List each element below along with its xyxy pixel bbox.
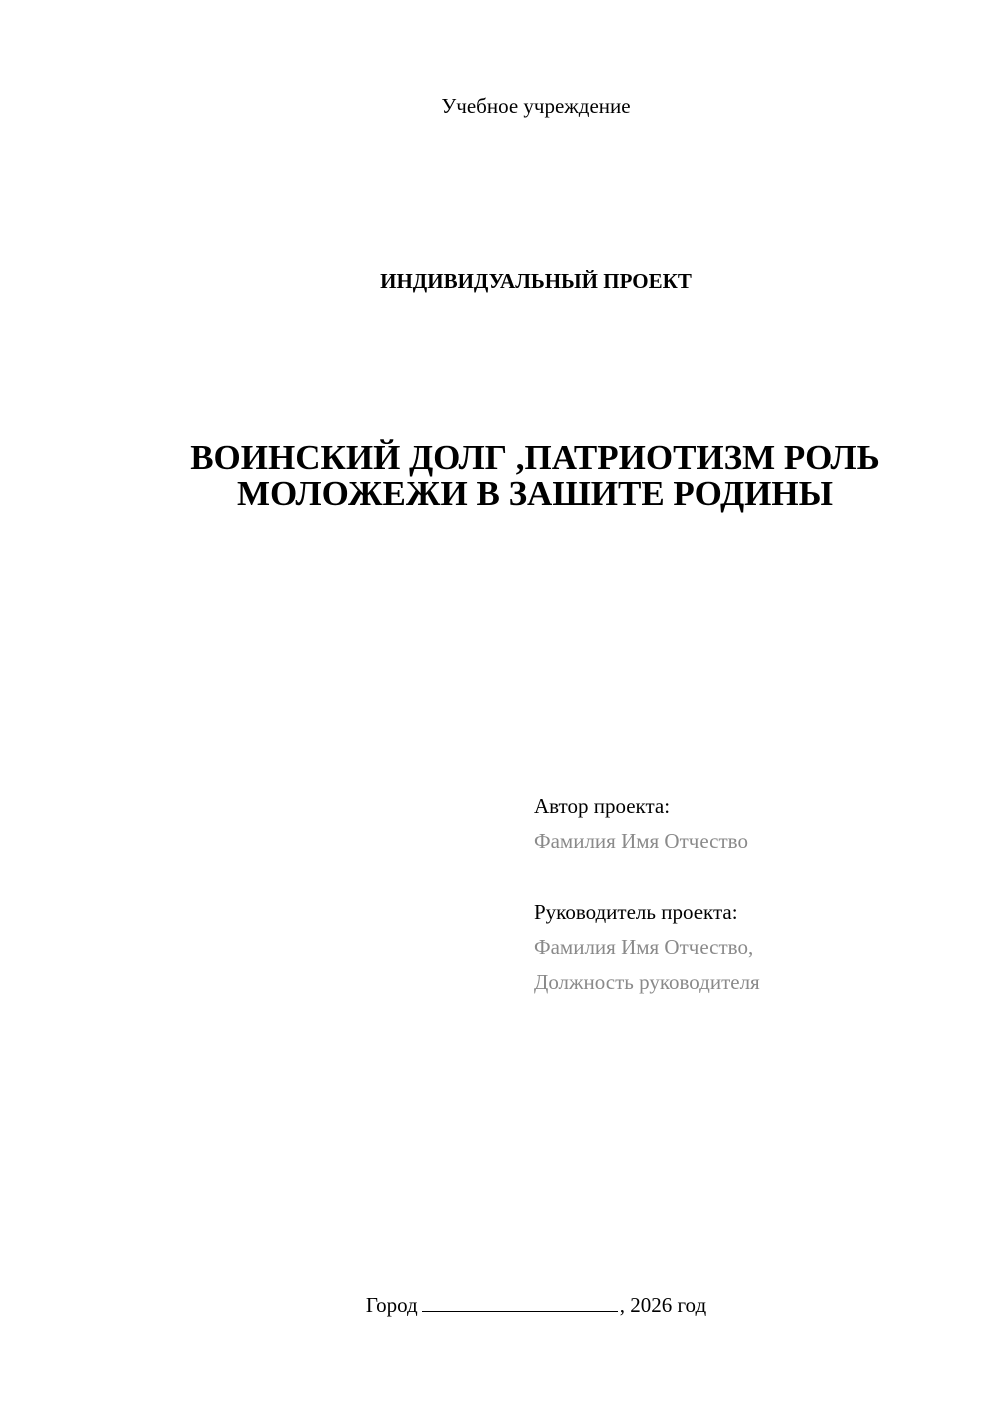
- author-label: Автор проекта:: [534, 794, 671, 818]
- supervisor-name: Фамилия Имя Отчество,: [534, 935, 754, 959]
- city-year-line: [0, 1291, 1000, 1319]
- institution-name: Учебное учреждение: [441, 94, 631, 118]
- author-name: Фамилия Имя Отчество: [534, 829, 748, 853]
- project-title-line-2: МОЛОЖЕЖИ В ЗАШИТЕ РОДИНЫ: [237, 474, 833, 513]
- supervisor-label: Руководитель проекта:: [534, 900, 738, 924]
- city-blank-field: [422, 1291, 618, 1312]
- project-title: [100, 440, 970, 512]
- document-type: ИНДИВИДУАЛЬНЫЙ ПРОЕКТ: [380, 269, 692, 293]
- project-title-line-1: ВОИНСКИЙ ДОЛГ ,ПАТРИОТИЗМ РОЛЬ: [190, 438, 880, 477]
- credits-block: [534, 789, 974, 1000]
- supervisor-position: Должность руководителя: [534, 970, 760, 994]
- credits-spacer: [534, 859, 974, 895]
- city-label: Город: [365, 1293, 418, 1317]
- year-text: , 2026 год: [619, 1293, 707, 1317]
